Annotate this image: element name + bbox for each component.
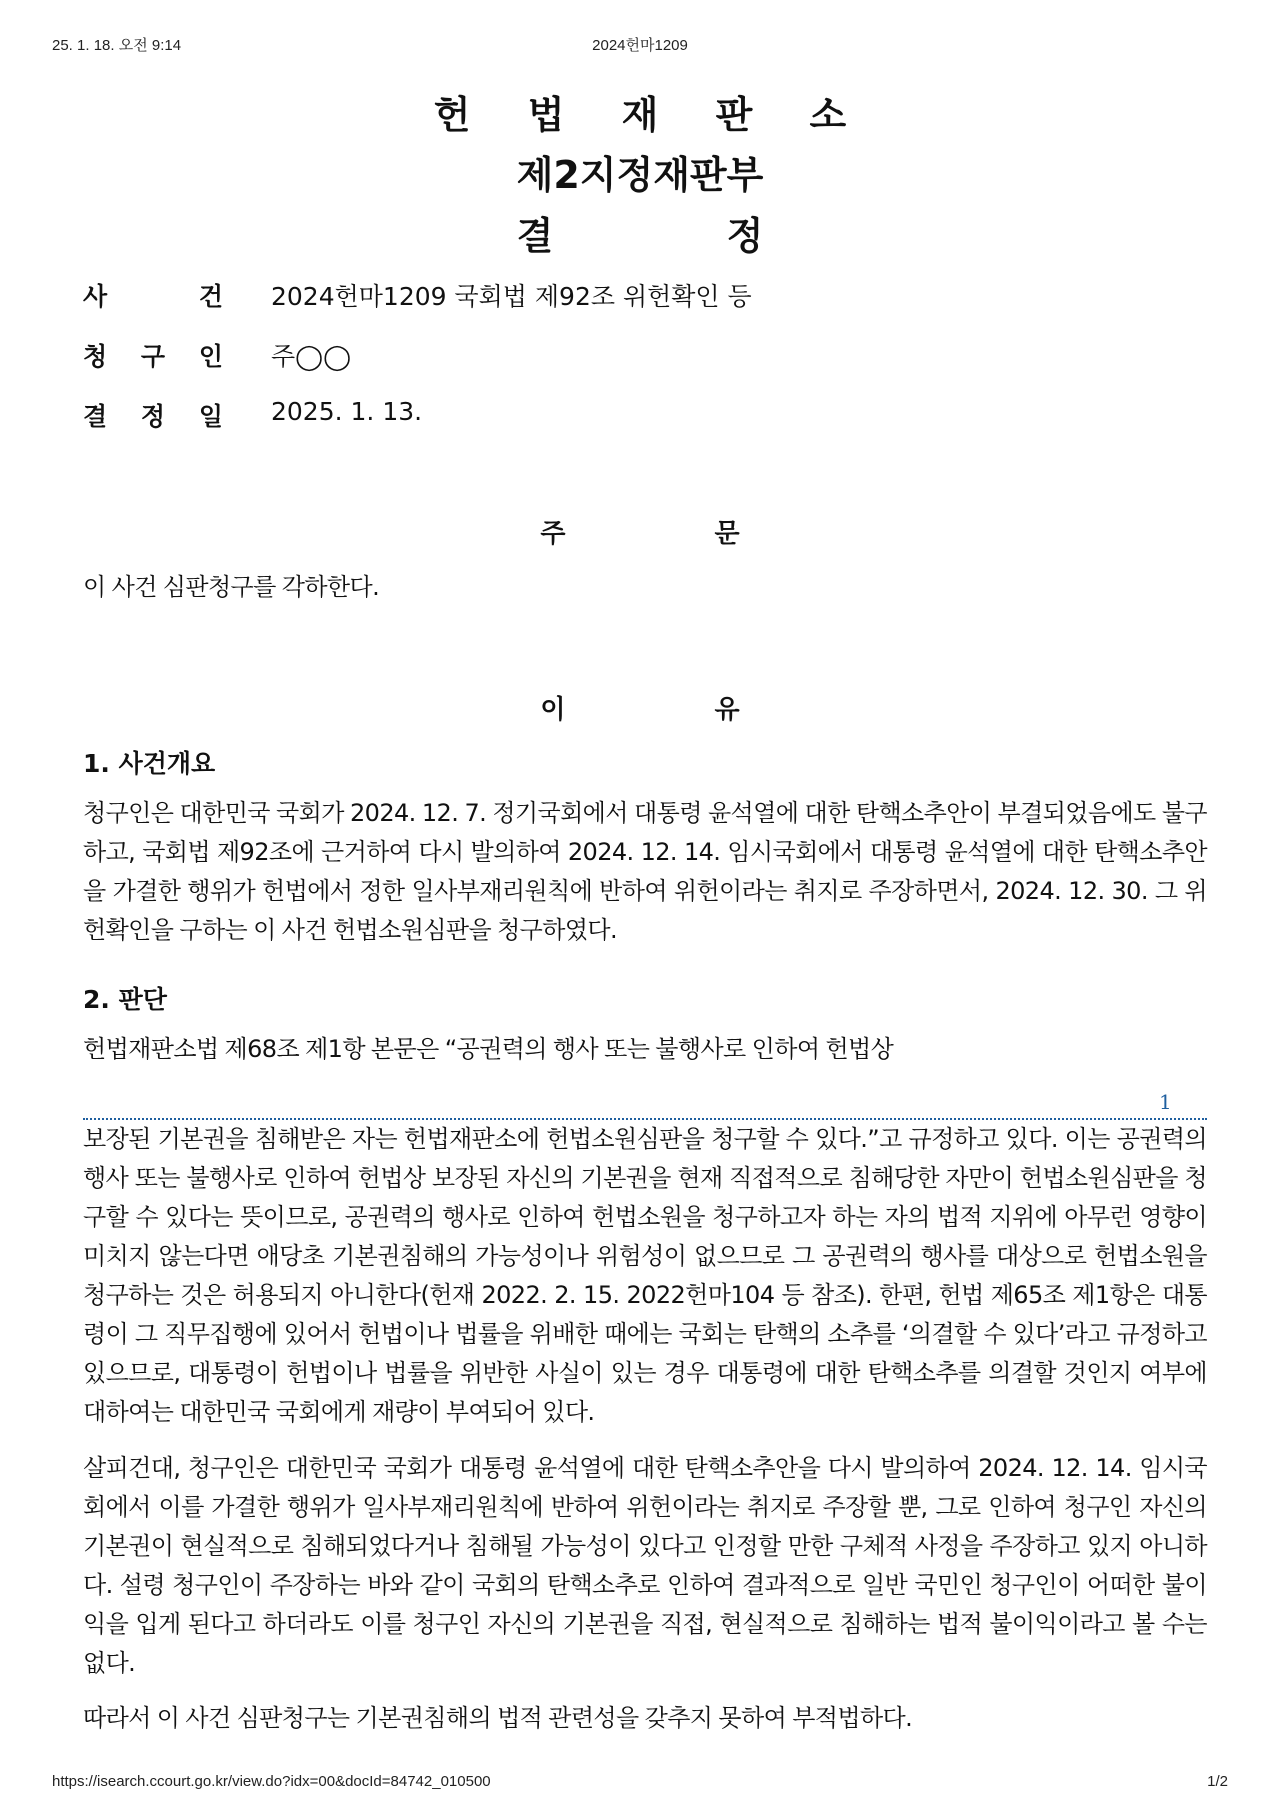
- decision-date-value: 2025. 1. 13.: [271, 397, 423, 426]
- browser-print-header: [52, 34, 1228, 54]
- print-url: https://isearch.ccourt.go.kr/view.do?idx=00&docId=84742_010500: [52, 1773, 491, 1790]
- section2-paragraph-analysis: 살피건대, 청구인은 대한민국 국회가 대통령 윤석열에 대한 탄핵소추안을 다시 발의하여 2024. 12. 14. 임시국회에서 이를 가결한 행위가 일사부재리원칙에 반하여 위헌이라는 취지로 주장할 뿐, 그로 인하여 청구인 자신의 기본권이 현실적으로 침해되었다거나 침해될 가능성이 있다고 인정할 만한 구체적 사정을 주장하고 있지 아니하다. 설령 청구인이 주장하는 바와 같이 국회의 탄핵소추로 인하여 결과적으로 일반 국민인 청구인이 어떠한 불이익을 입게 된다고 하더라도 이를 청구인 자신의 기본권을 직접, 현실적으로 침해하는 법적 불이익이라고 볼 수는 없다.: [83, 1454, 1207, 1677]
- order-title: 주 문: [540, 519, 810, 549]
- section2-paragraph-start: 헌법재판소법 제68조 제1항 본문은 “공권력의 행사 또는 불행사로 인하여 헌법상: [83, 1035, 894, 1063]
- print-page-indicator: 1/2: [1207, 1773, 1228, 1790]
- decision-date-label: 결 정 일: [83, 402, 223, 431]
- section1-heading: 1. 사건개요: [83, 749, 216, 778]
- case-label: 사 건: [83, 282, 223, 311]
- document-type: 결 정: [516, 214, 844, 258]
- panel-name: 제2지정재판부: [516, 153, 764, 197]
- petitioner-value: 주◯◯: [271, 342, 352, 371]
- court-name: 헌 법 재 판 소: [433, 93, 869, 137]
- case-value: 2024헌마1209 국회법 제92조 위헌확인 등: [271, 282, 752, 311]
- order-text: 이 사건 심판청구를 각하한다.: [83, 573, 380, 601]
- section2-paragraph-continued: 보장된 기본권을 침해받은 자는 헌법재판소에 헌법소원심판을 청구할 수 있다.”고 규정하고 있다. 이는 공권력의 행사 또는 불행사로 인하여 헌법상 보장된 자신의 기본권을 현재 직접적으로 침해당한 자만이 헌법소원심판을 청구할 수 있다는 뜻이므로, 공권력의 행사로 인하여 헌법소원을 청구하고자 하는 자의 법적 지위에 아무런 영향이 미치지 않는다면 애당초 기본권침해의 가능성이나 위험성이 없으므로 그 공권력의 행사를 대상으로 헌법소원을 청구하는 것은 허용되지 아니한다(헌재 2022. 2. 15. 2022헌마104 등 참조). 한편, 헌법 제65조 제1항은 대통령이 그 직무집행에 있어서 헌법이나 법률을 위배한 때에는 국회는 탄핵의 소추를 ‘의결할 수 있다’라고 규정하고 있으므로, 대통령이 헌법이나 법률을 위반한 사실이 있는 경우 대통령에 대한 탄핵소추를 의결할 것인지 여부에 대하여는 대한민국 국회에게 재량이 부여되어 있다.: [83, 1125, 1207, 1426]
- print-datetime: 25. 1. 18. 오전 9:14: [52, 37, 182, 54]
- print-doc-title: 2024헌마1209: [592, 37, 688, 54]
- section2-paragraph-conclusion: 따라서 이 사건 심판청구는 기본권침해의 법적 관련성을 갖추지 못하여 부적법하다.: [83, 1704, 913, 1732]
- section2-heading: 2. 판단: [83, 985, 167, 1014]
- petitioner-label: 청 구 인: [83, 342, 223, 371]
- page-number: 1: [1159, 1090, 1172, 1114]
- reason-title: 이 유: [540, 695, 810, 725]
- browser-print-footer: [52, 1773, 1228, 1793]
- section1-paragraph: 청구인은 대한민국 국회가 2024. 12. 7. 정기국회에서 대통령 윤석열에 대한 탄핵소추안이 부결되었음에도 불구하고, 국회법 제92조에 근거하여 다시 발의하여 2024. 12. 14. 임시국회에서 대통령 윤석열에 대한 탄핵소추안을 가결한 행위가 헌법에서 정한 일사부재리원칙에 반하여 위헌이라는 취지로 주장하면서, 2024. 12. 30. 그 위헌확인을 구하는 이 사건 헌법소원심판을 청구하였다.: [83, 799, 1207, 944]
